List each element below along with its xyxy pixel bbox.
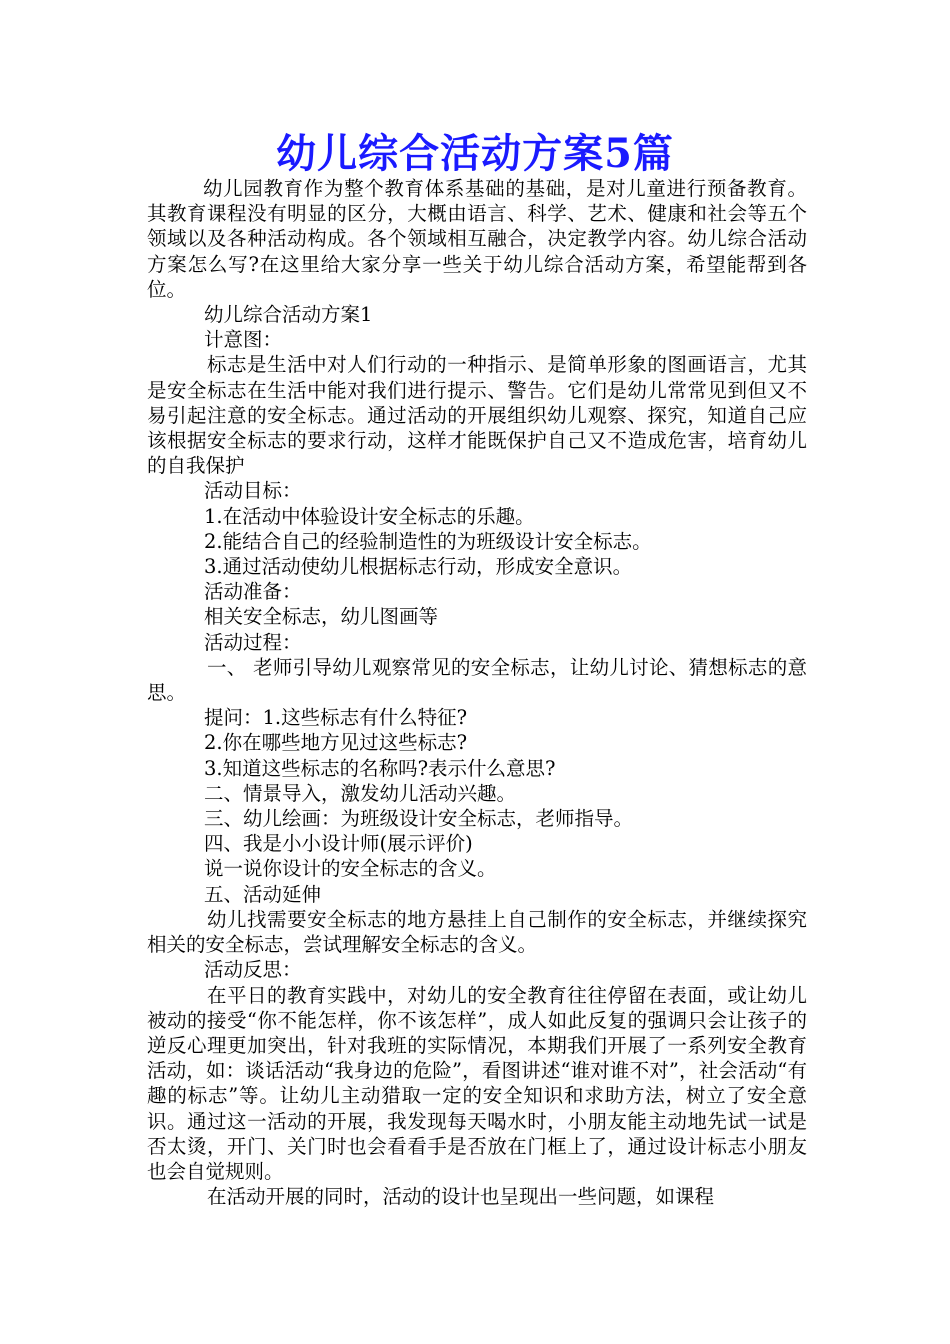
list-item: 五、活动延伸: [204, 882, 322, 906]
subheading: 活动过程：: [204, 630, 302, 654]
list-item: 3.知道这些标志的名称吗?表示什么意思?: [204, 756, 556, 780]
paragraph: 说一说你设计的安全标志的含义。: [204, 857, 497, 881]
subheading: 计意图：: [204, 328, 283, 352]
list-item: 3.通过活动使幼儿根据标志行动，形成安全意识。: [204, 555, 633, 579]
paragraph: 幼儿找需要安全标志的地方悬挂上自己制作的安全标志，并继续探究相关的安全标志，尝试理解安全标志的含义。: [147, 907, 807, 957]
list-item: 2.你在哪些地方见过这些标志?: [204, 731, 468, 755]
subheading: 活动目标：: [204, 479, 302, 503]
subheading: 活动反思：: [204, 958, 302, 982]
intro-paragraph: 幼儿园教育作为整个教育体系基础的基础，是对儿童进行预备教育。其教育课程没有明显的区分，大概由语言、科学、艺术、健康和社会等五个领域以及各种活动构成。各个领域相互融合，决定教学内容。幼儿综合活动方案怎么写?在这里给大家分享一些关于幼儿综合活动方案，希望能帮到各位。: [147, 177, 807, 301]
list-item: 三、幼儿绘画：为班级设计安全标志，老师指导。: [204, 807, 634, 831]
document-title: 幼儿综合活动方案5篇: [276, 130, 674, 177]
subheading: 活动准备：: [204, 580, 302, 604]
list-item: 二、情景导入，激发幼儿活动兴趣。: [204, 781, 517, 805]
paragraph: 一、 老师引导幼儿观察常见的安全标志，让幼儿讨论、猜想标志的意思。: [147, 655, 807, 705]
document-body: [147, 176, 807, 1209]
paragraph: 在活动开展的同时，活动的设计也呈现出一些问题，如课程: [207, 1185, 715, 1209]
list-item: 1.在活动中体验设计安全标志的乐趣。: [204, 504, 535, 528]
section-heading: 幼儿综合活动方案1: [204, 303, 373, 327]
paragraph: 标志是生活中对人们行动的一种指示、是简单形象的图画语言，尤其是安全标志在生活中能对我们进行提示、警告。它们是幼儿常常见到但又不易引起注意的安全标志。通过活动的开展组织幼儿观察、探究，知道自己应该根据安全标志的要求行动，这样才能既保护自己又不造成危害，培育幼儿的自我保护: [147, 353, 807, 478]
list-item: 2.能结合自己的经验制造性的为班级设计安全标志。: [204, 529, 652, 553]
paragraph: 相关安全标志，幼儿图画等: [204, 605, 439, 629]
list-item: 四、我是小小设计师(展示评价): [204, 832, 473, 856]
list-item: 提问：1.这些标志有什么特征?: [204, 706, 468, 730]
paragraph: 在平日的教育实践中，对幼儿的安全教育往往停留在表面，或让幼儿被动的接受“你不能怎样，你不该怎样”，成人如此反复的强调只会让孩子的逆反心理更加突出，针对我班的实际情况，本期我们开展了一系列安全教育活动，如：谈话活动“我身边的危险”，看图讲述“谁对谁不对”，社会活动“有趣的标志”等。让幼儿主动猎取一定的安全知识和求助方法，树立了安全意识。通过这一活动的开展，我发现每天喝水时，小朋友能主动地先试一试是否太烫，开门、关门时也会看看手是否放在门框上了，通过设计标志小朋友也会自觉规则。: [147, 983, 807, 1183]
